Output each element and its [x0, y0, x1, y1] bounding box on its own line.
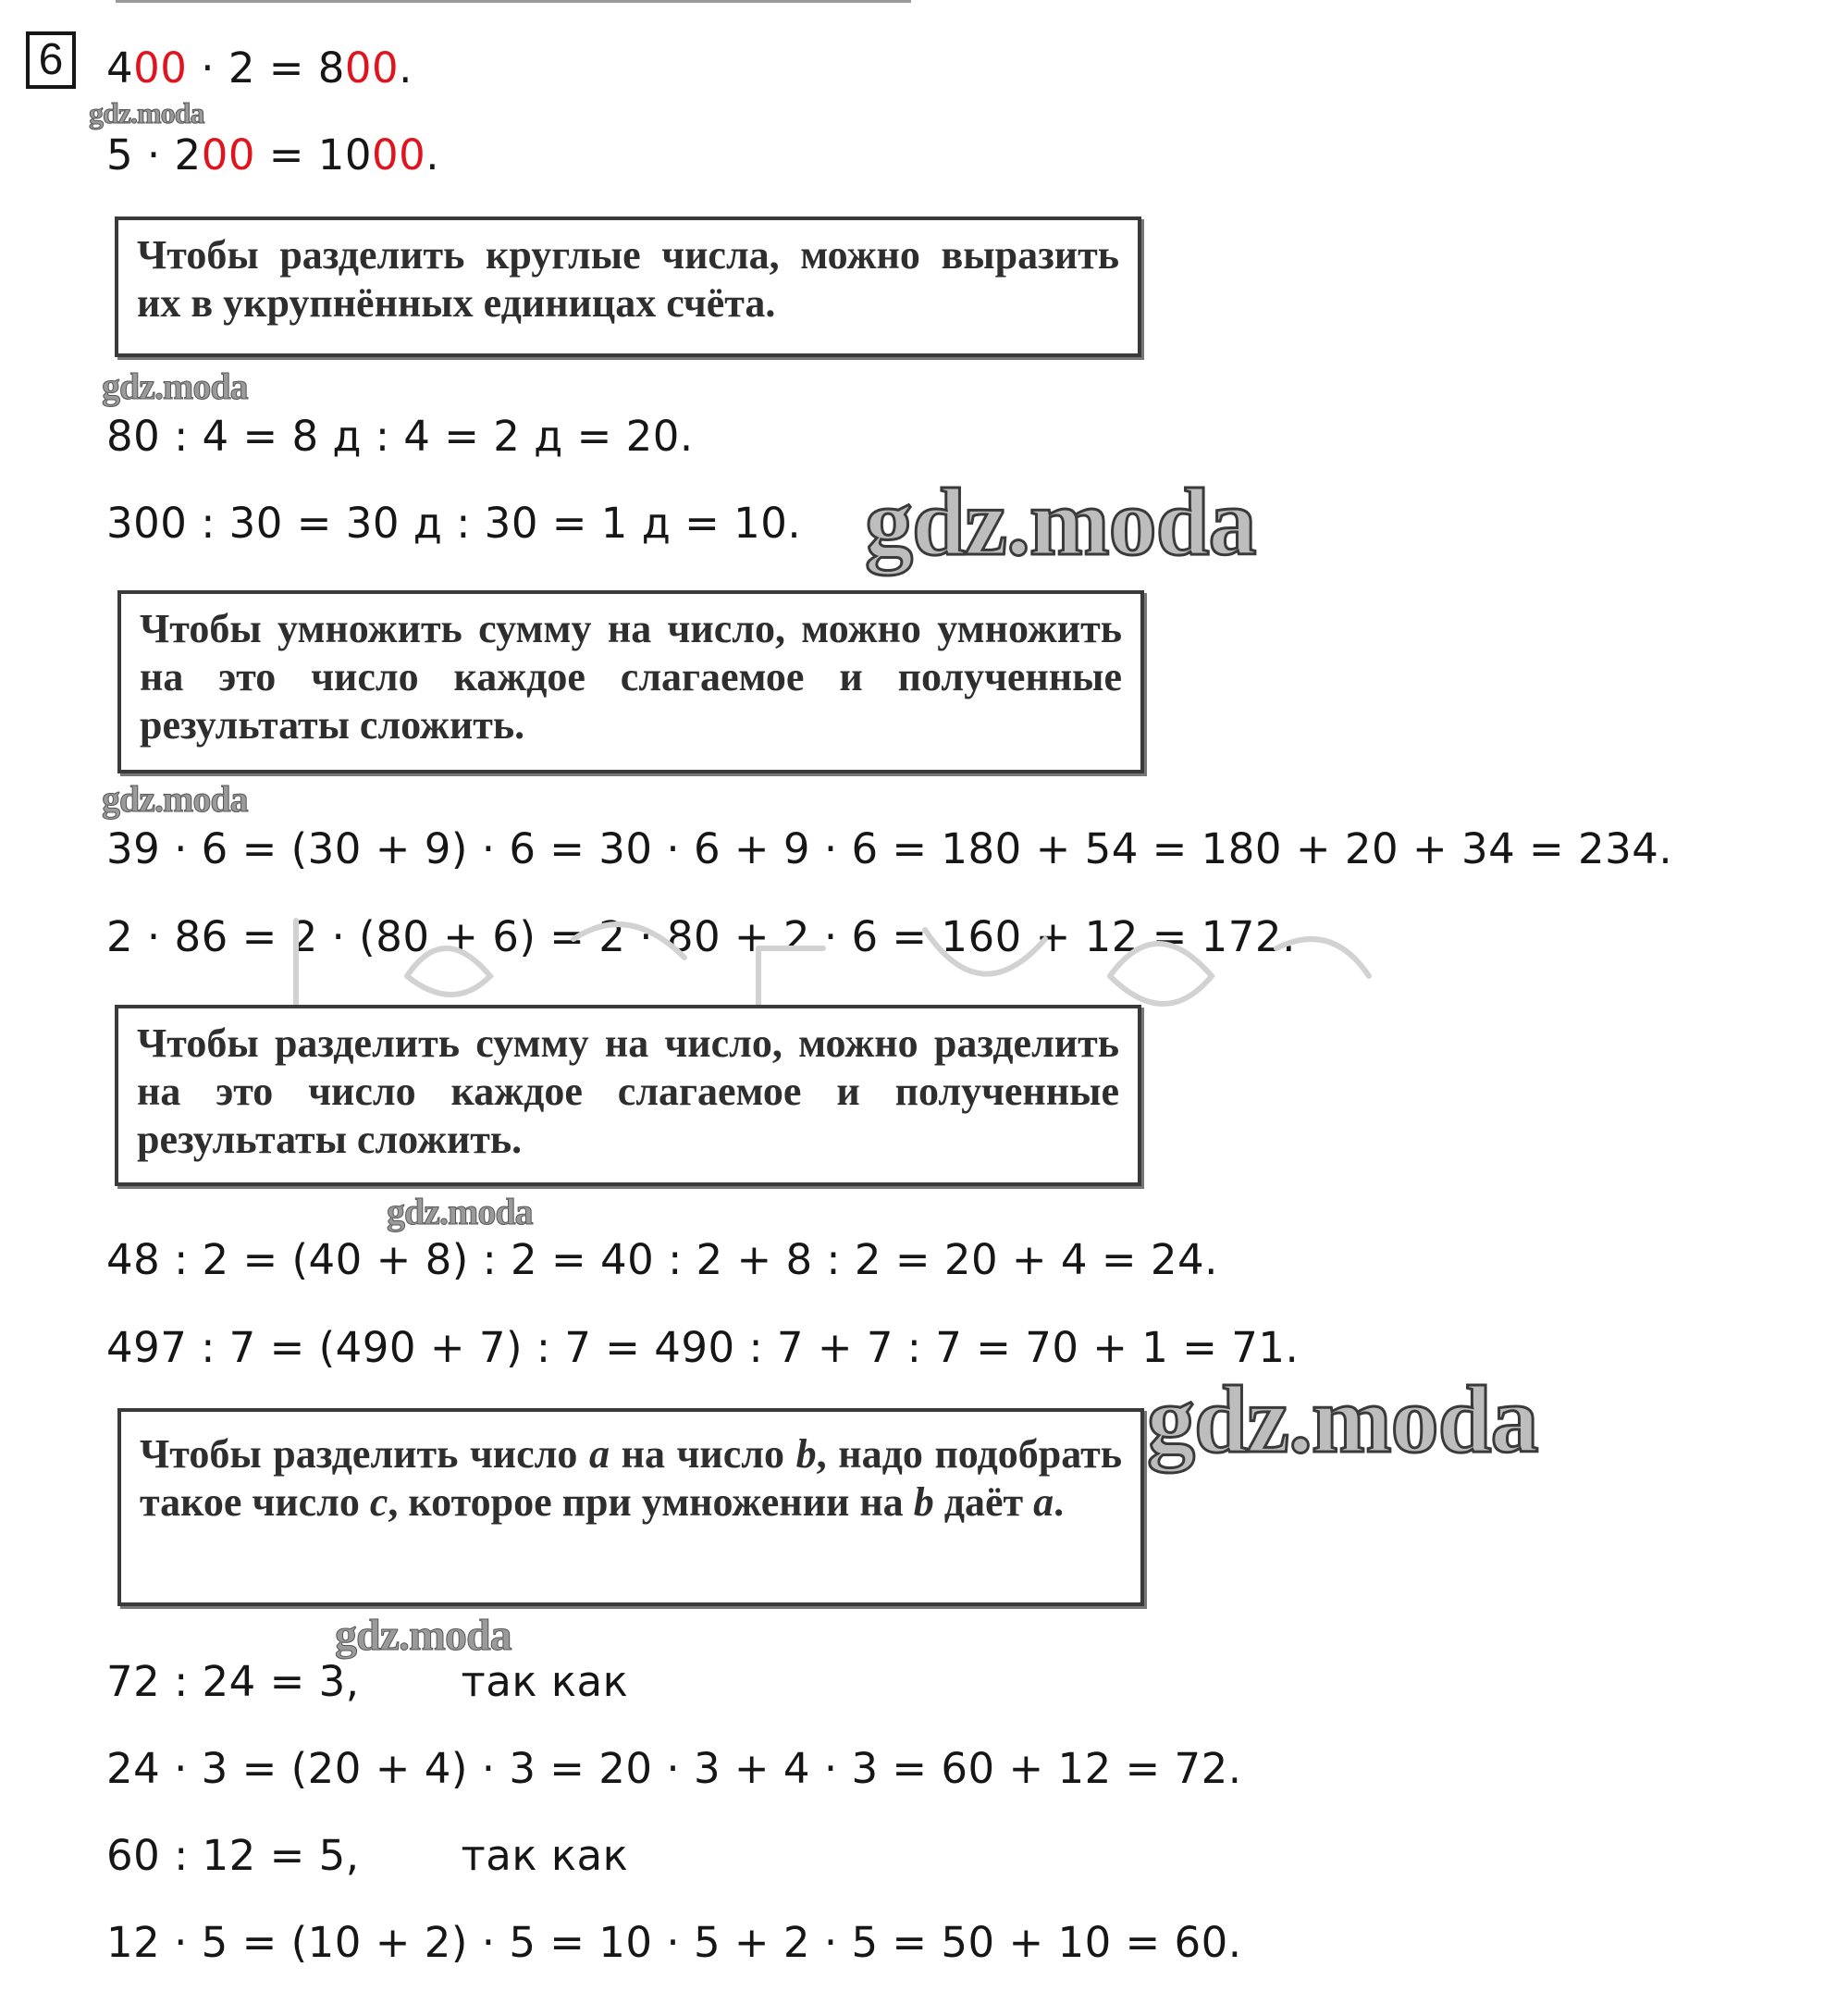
rule-box-number-division: Чтобы разделить число a на число b, надо подобрать такое число c, которое при умножении на b даёт a.	[117, 1408, 1144, 1606]
watermark-3: gdz.moda	[865, 469, 1256, 575]
equation-line-3: 80 : 4 = 8 д : 4 = 2 д = 20.	[106, 412, 694, 461]
watermark-2: gdz.moda	[102, 365, 248, 407]
top-divider	[116, 0, 911, 3]
equation-line-11: 60 : 12 = 5, так как	[106, 1831, 629, 1880]
watermark-4: gdz.moda	[102, 778, 248, 820]
rule-box-round-division: Чтобы разделить круглые числа, можно выразить их в укрупнённых единицах счёта.	[115, 216, 1141, 357]
equation-line-5: 39 · 6 = (30 + 9) · 6 = 30 · 6 + 9 · 6 = 180 + 54 = 180 + 20 + 34 = 234.	[106, 824, 1673, 873]
equation-line-1: 400 · 2 = 800.	[106, 43, 413, 93]
equation-line-9: 72 : 24 = 3, так как	[106, 1657, 629, 1706]
equation-line-7: 48 : 2 = (40 + 8) : 2 = 40 : 2 + 8 : 2 = 20 + 4 = 24.	[106, 1235, 1218, 1284]
watermark-1: gdz.moda	[89, 96, 204, 130]
equation-line-2: 5 · 200 = 1000.	[106, 130, 440, 179]
rule-box-sum-division: Чтобы разделить сумму на число, можно разделить на это число каждое слагаемое и полученные результаты сложить.	[115, 1005, 1141, 1186]
equation-line-6: 2 · 86 = 2 · (80 + 6) = 2 · 80 + 2 · 6 = 160 + 12 = 172.	[106, 912, 1296, 961]
equation-line-8: 497 : 7 = (490 + 7) : 7 = 490 : 7 + 7 : 7 = 70 + 1 = 71.	[106, 1323, 1300, 1372]
watermark-5: gdz.moda	[387, 1191, 533, 1232]
equation-line-4: 300 : 30 = 30 д : 30 = 1 д = 10.	[106, 499, 802, 548]
equation-line-10: 24 · 3 = (20 + 4) · 3 = 20 · 3 + 4 · 3 = 60 + 12 = 72.	[106, 1744, 1242, 1793]
watermark-6: gdz.moda	[1147, 1367, 1538, 1473]
watermark-7: gdz.moda	[335, 1611, 511, 1660]
equation-line-12: 12 · 5 = (10 + 2) · 5 = 10 · 5 + 2 · 5 = 50 + 10 = 60.	[106, 1918, 1242, 1967]
rule-box-sum-multiplication: Чтобы умножить сумму на число, можно умножить на это число каждое слагаемое и полученные результаты сложить.	[117, 590, 1144, 773]
task-number-box: 6	[26, 31, 76, 89]
